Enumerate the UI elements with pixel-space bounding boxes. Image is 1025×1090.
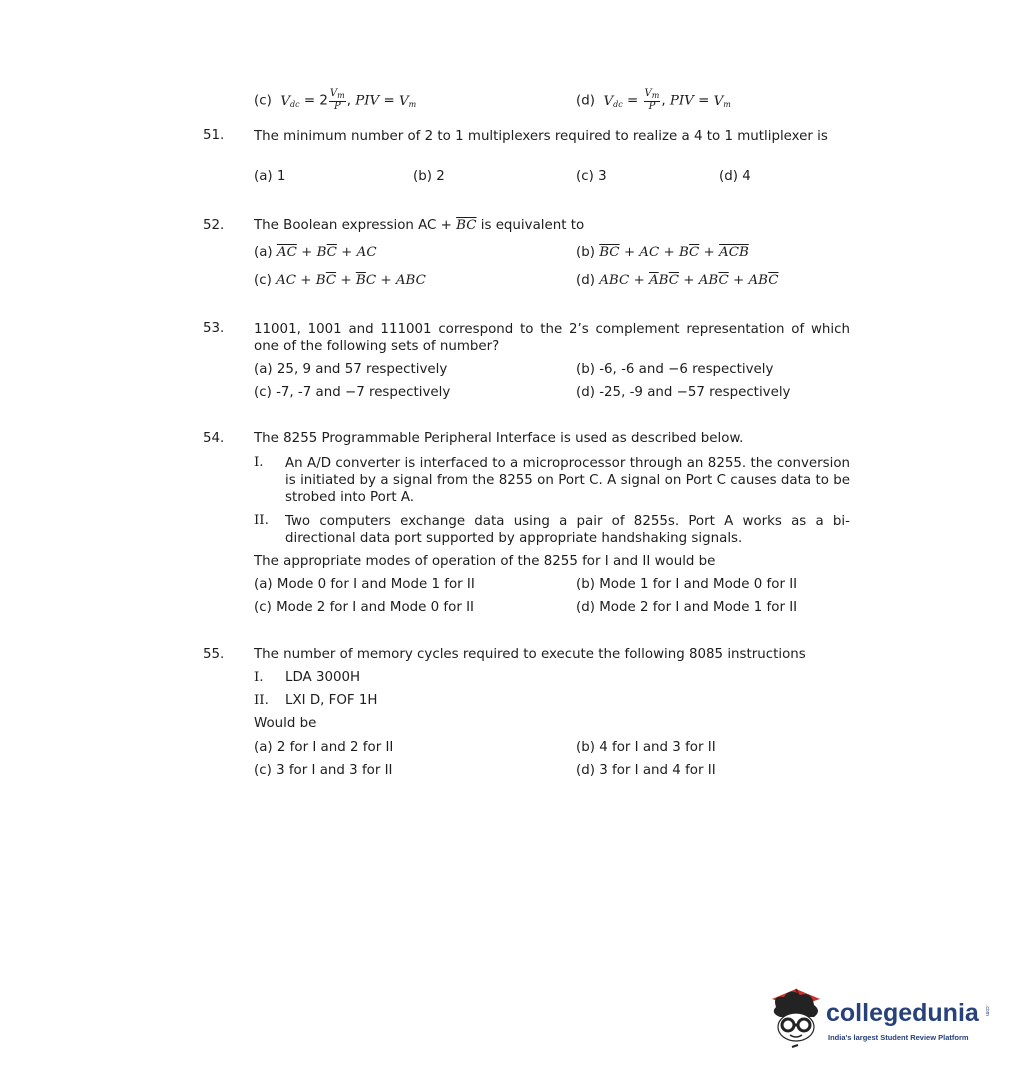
question-text: The 8255 Programmable Peripheral Interface is used as described below.: [254, 431, 744, 446]
roman-numeral: I.: [254, 670, 264, 685]
option-a: (a) 1: [254, 169, 286, 184]
option-b: (b) $\overline{BC}$ + AC + $B\overline{C} + \overline{ACB}$: [576, 245, 749, 260]
option-b: (b) 2: [413, 169, 445, 184]
option-d: (d) -25, -9 and −57 respectively: [576, 385, 791, 400]
option-d: (d) Mode 2 for I and Mode 1 for II: [576, 600, 798, 615]
instruction-i: LDA 3000H: [285, 670, 361, 685]
instruction-ii: LXI D, FOF 1H: [285, 693, 378, 708]
collegedunia-logo: [766, 985, 996, 1055]
question-number: 52.: [203, 218, 225, 233]
option-d: (d) 4: [719, 169, 751, 184]
option-c: (c) 3: [576, 169, 607, 184]
statement-i: An A/D converter is interfaced to a microprocessor through an 8255. the conversion is initiated by a signal from the 8255 on Port C. A signal on Port C causes data to be strobed into Port A.: [285, 456, 850, 505]
option-b: (b) -6, -6 and −6 respectively: [576, 362, 774, 377]
option-d: (d) 3 for I and 4 for II: [576, 763, 716, 778]
question-number: 53.: [203, 321, 225, 336]
option-d: (d) ABC + $\overline{A}B\overline{C} + AB\overline{C} + AB\overline{C}$: [576, 273, 779, 288]
question-number: 54.: [203, 431, 225, 446]
question-text: The minimum number of 2 to 1 multiplexers required to realize a 4 to 1 mutliplexer is: [254, 129, 828, 144]
logo-com: .com: [984, 1005, 990, 1016]
option-c: (c) 3 for I and 3 for II: [254, 763, 393, 778]
roman-numeral: I.: [254, 455, 264, 470]
option-a: (a) 25, 9 and 57 respectively: [254, 362, 448, 377]
option-c: (c) -7, -7 and −7 respectively: [254, 385, 451, 400]
logo-tagline: India's largest Student Review Platform: [828, 1033, 969, 1042]
option-b: (b) Mode 1 for I and Mode 0 for II: [576, 577, 798, 592]
option-c: (c) Mode 2 for I and Mode 0 for II: [254, 600, 474, 615]
question-number: 55.: [203, 647, 225, 662]
option-a: (a) 2 for I and 2 for II: [254, 740, 394, 755]
question-number: 51.: [203, 128, 225, 143]
roman-numeral: II.: [254, 693, 269, 708]
q50-option-d: (d) Vdc = $\frac{V_m}{P}$ , PIV = Vm: [576, 88, 731, 112]
logo-wordmark: collegedunia: [826, 999, 979, 1027]
statement-ii: Two computers exchange data using a pair of 8255s. Port A works as a bi-directional data port supported by appropriate handshaking signals.: [285, 514, 850, 546]
question-text: The number of memory cycles required to execute the following 8085 instructions: [254, 647, 806, 662]
option-b: (b) 4 for I and 3 for II: [576, 740, 716, 755]
question-prompt: The appropriate modes of operation of the 8255 for I and II would be: [254, 554, 716, 569]
option-a: (a) $\overline{AC} + B\overline{C}$ + AC: [254, 245, 377, 260]
option-c: (c) AC + $B\overline{C} + \overline{B}C$ + ABC: [254, 273, 426, 288]
question-text: 11001, 1001 and 111001 correspond to the 2’s complement representation of which one of the following sets of number?: [254, 322, 850, 354]
q50-option-c: (c) Vdc = 2 $\frac{V_m}{P}$ , PIV = Vm: [254, 88, 417, 112]
option-a: (a) Mode 0 for I and Mode 1 for II: [254, 577, 475, 592]
fraction-vm-over-p: $\frac{V_m}{P}$: [644, 88, 660, 112]
mascot-icon: [766, 985, 828, 1055]
roman-numeral: II.: [254, 513, 269, 528]
fraction-vm-over-p: $\frac{V_m}{P}$: [329, 88, 345, 112]
question-text: The Boolean expression AC + $\overline{BC}$ is equivalent to: [254, 218, 585, 233]
question-prompt: Would be: [254, 716, 317, 731]
